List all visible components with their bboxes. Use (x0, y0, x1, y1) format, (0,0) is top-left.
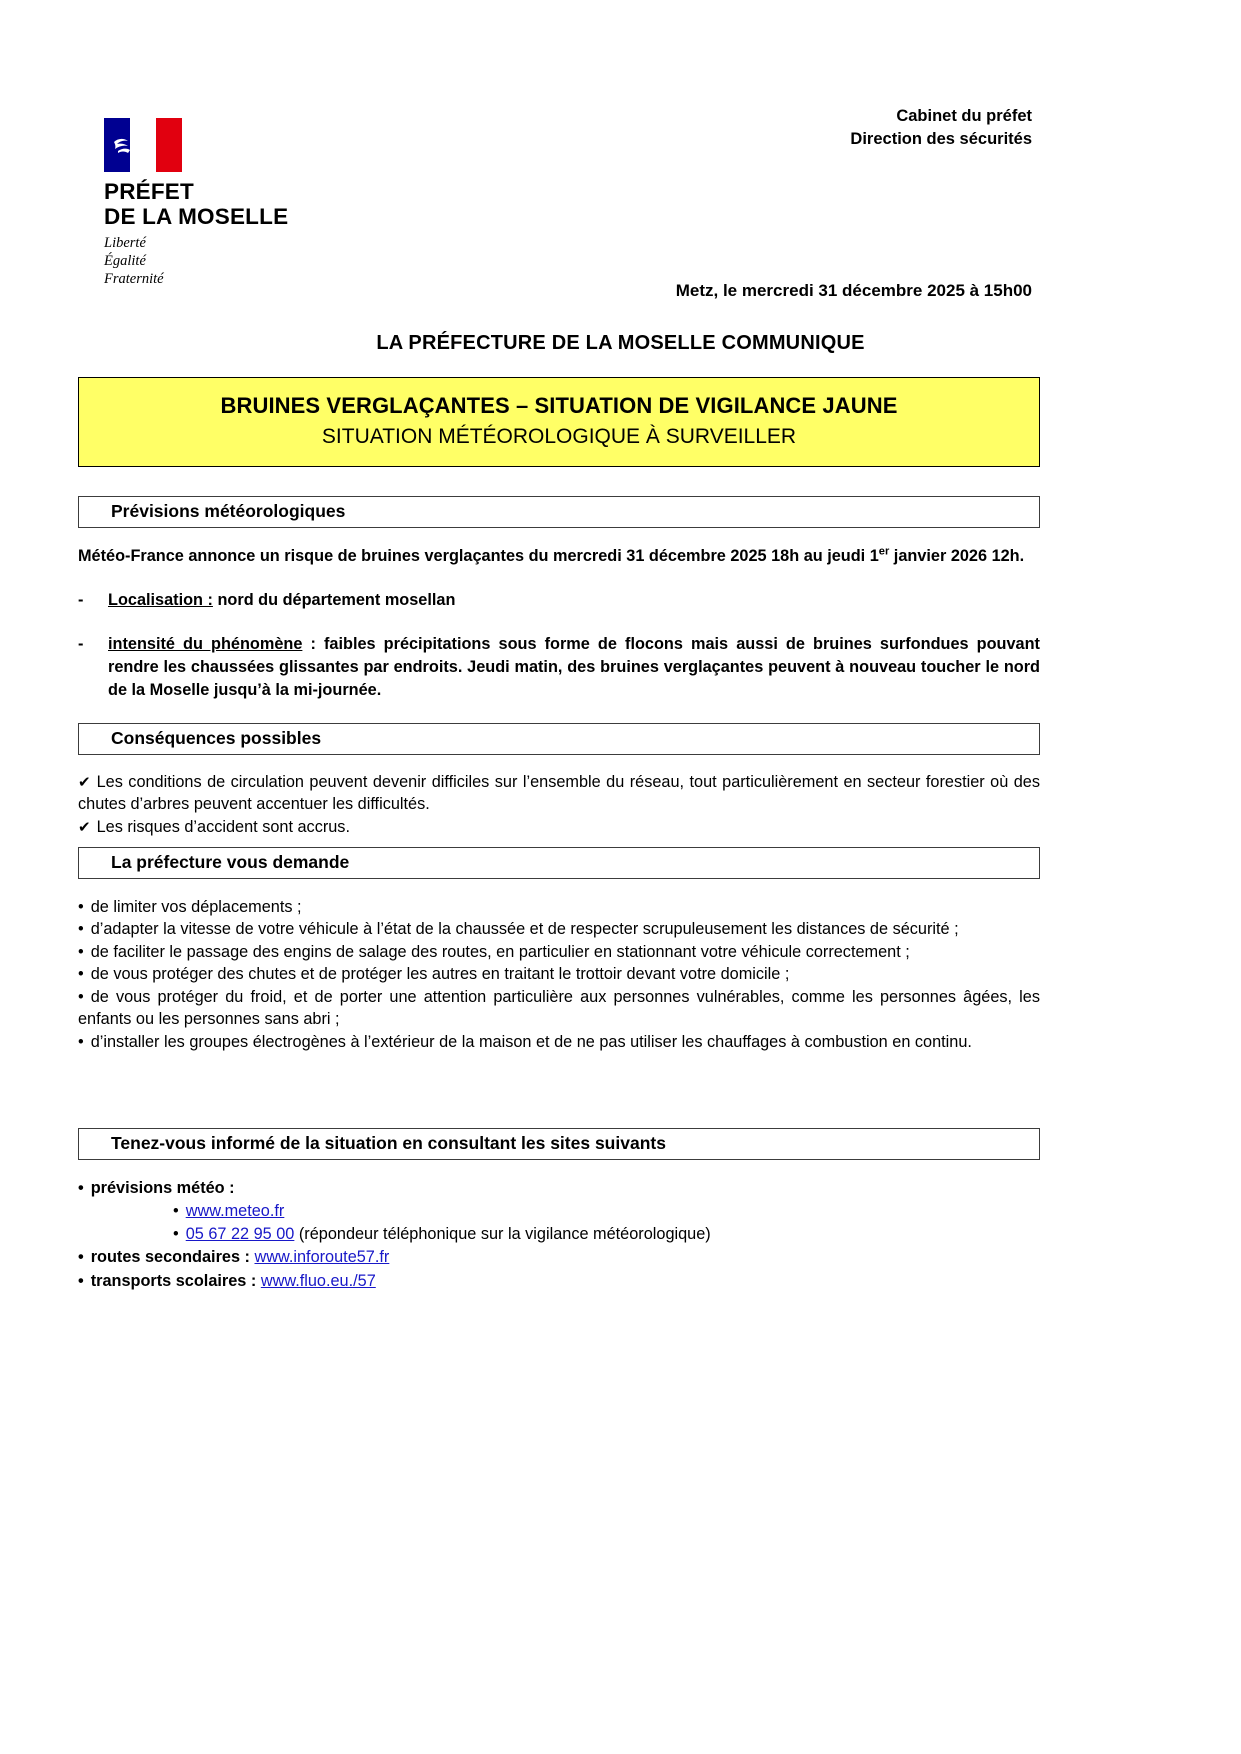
demande-item-text: de faciliter le passage des engins de salage des routes, en particulier en stationnant votre véhicule correctement ; (90, 942, 910, 961)
consequences-item-text: Les conditions de circulation peuvent devenir difficiles sur l’ensemble du réseau, tout particulièrement en secteur forestier où des chutes d’arbres peuvent accentuer les difficultés. (78, 773, 1040, 814)
intensite-value: : faibles précipitations sous forme de flocons mais aussi de bruines surfondues pouvant rendre les chaussées glissantes par endroits. Jeudi matin, des bruines verglaçantes peuvent à nouveau toucher le nord de la Moselle jusqu’à la mi-journée. (108, 635, 1040, 699)
devise-fraternite: Fraternité (104, 270, 164, 287)
dot-bullet-icon: • (78, 1271, 84, 1290)
dash-bullet-icon: - (78, 635, 84, 654)
demande-item (78, 1031, 1040, 1053)
consequences-item (78, 771, 1040, 816)
useful-links-list (78, 1177, 1040, 1293)
dash-bullet-icon: - (78, 591, 84, 610)
demande-item-text: de limiter vos déplacements ; (90, 898, 302, 916)
transports-label-text: transports scolaires : (90, 1271, 261, 1290)
section-heading-consequences: Conséquences possibles (78, 723, 1040, 755)
date-place-line: Metz, le mercredi 31 décembre 2025 à 15h00 (675, 281, 1032, 300)
links-meteo-group-label (78, 1177, 1040, 1200)
dot-bullet-icon: • (78, 1032, 84, 1051)
check-bullet-icon: ✔ (78, 817, 91, 836)
demande-item (78, 986, 1040, 1031)
banner-subheadline: SITUATION MÉTÉOROLOGIQUE À SURVEILLER (321, 424, 797, 448)
section-heading-informations: Tenez-vous informé de la situation en consultant les sites suivants (78, 1128, 1040, 1160)
communique-title: LA PRÉFECTURE DE LA MOSELLE COMMUNIQUE (376, 332, 865, 354)
previsions-intro-ordinal: er (878, 545, 890, 558)
office-cabinet-line: Cabinet du préfet (896, 107, 1032, 125)
dot-bullet-icon: • (78, 987, 84, 1006)
prefecture-logo-block (104, 118, 334, 288)
demande-item (78, 918, 1040, 940)
dot-bullet-icon: • (78, 942, 84, 961)
section-heading-previsions: Prévisions météorologiques (78, 496, 1040, 528)
office-direction-line: Direction des sécurités (850, 130, 1032, 149)
issuing-office (850, 105, 1032, 152)
dot-bullet-icon: • (78, 898, 84, 916)
demande-item-text: de vous protéger du froid, et de porter une attention particulière aux personnes vulnérables, comme les personnes âgées, les enfants ou les personnes sans abri ; (78, 987, 1040, 1029)
meteo-label-text: prévisions météo : (90, 1179, 235, 1197)
meteo-phone-note: (répondeur téléphonique sur la vigilance météorologique) (294, 1225, 711, 1244)
demande-item (78, 941, 1040, 963)
previsions-intro-part1: Météo-France annonce un risque de bruines verglaçantes du mercredi 31 décembre 2025 18h au jeudi 1 (78, 547, 879, 565)
logo-title-line-1: PRÉFET (104, 179, 194, 204)
devise-egalite: Égalité (104, 253, 146, 270)
previsions-bullet-intensite (78, 633, 1040, 701)
demande-item-text: d’installer les groupes électrogènes à l’extérieur de la maison et de ne pas utiliser les chauffages à combustion en continu. (90, 1032, 972, 1051)
links-meteo-website-row (173, 1200, 1040, 1223)
demande-item (78, 963, 1040, 985)
links-meteo-phone-row (173, 1223, 1040, 1246)
link-meteo-fr[interactable]: www.meteo.fr (185, 1202, 285, 1221)
dot-bullet-icon: • (78, 1248, 84, 1267)
vigilance-banner (78, 377, 1040, 467)
links-routes-row (78, 1246, 1040, 1269)
demande-list (78, 896, 1040, 1053)
dot-bullet-icon: • (78, 965, 84, 984)
demande-item (78, 896, 1040, 918)
intensite-label: intensité du phénomène (108, 635, 303, 654)
link-fluo-eu[interactable]: www.fluo.eu./57 (260, 1271, 376, 1290)
document-header (0, 0, 1241, 287)
devise-block (104, 235, 334, 288)
section-previsions (78, 496, 1040, 702)
check-bullet-icon: ✔ (78, 773, 91, 791)
localisation-value: nord du département mosellan (212, 591, 456, 610)
marianne-flag-icon (104, 118, 182, 172)
section-demande (78, 847, 1040, 1053)
section-consequences (78, 723, 1040, 838)
dot-bullet-icon: • (78, 1179, 84, 1197)
banner-headline: BRUINES VERGLAÇANTES – SITUATION DE VIGILANCE JAUNE (220, 393, 898, 418)
section-heading-demande: La préfecture vous demande (78, 847, 1040, 879)
section-informations (78, 1128, 1040, 1293)
localisation-body (108, 589, 1040, 612)
link-meteo-phone[interactable]: 05 67 22 95 00 (185, 1225, 295, 1244)
consequences-item-text: Les risques d’accident sont accrus. (96, 817, 350, 836)
demande-item-text: d’adapter la vitesse de votre véhicule à l’état de la chaussée et de respecter scrupuleusement les distances de sécurité ; (90, 920, 959, 939)
previsions-intro-part2: janvier 2026 12h. (889, 547, 1025, 565)
previsions-intro (78, 545, 1040, 567)
link-inforoute57[interactable]: www.inforoute57.fr (254, 1248, 390, 1267)
logo-title-line-2: DE LA MOSELLE (104, 204, 289, 230)
consequences-item (78, 816, 1040, 838)
consequences-list (78, 771, 1040, 838)
dot-bullet-icon: • (78, 920, 84, 939)
demande-item-text: de vous protéger des chutes et de protéger les autres en traitant le trottoir devant votre domicile ; (90, 965, 790, 984)
intensite-body (108, 633, 1040, 701)
dot-bullet-icon: • (173, 1202, 179, 1221)
previsions-bullet-localisation (78, 589, 1040, 612)
dot-bullet-icon: • (173, 1225, 179, 1244)
links-transports-row (78, 1270, 1040, 1293)
devise-liberte: Liberté (104, 235, 146, 252)
localisation-label: Localisation : (108, 591, 213, 610)
routes-label-text: routes secondaires : (90, 1248, 255, 1267)
